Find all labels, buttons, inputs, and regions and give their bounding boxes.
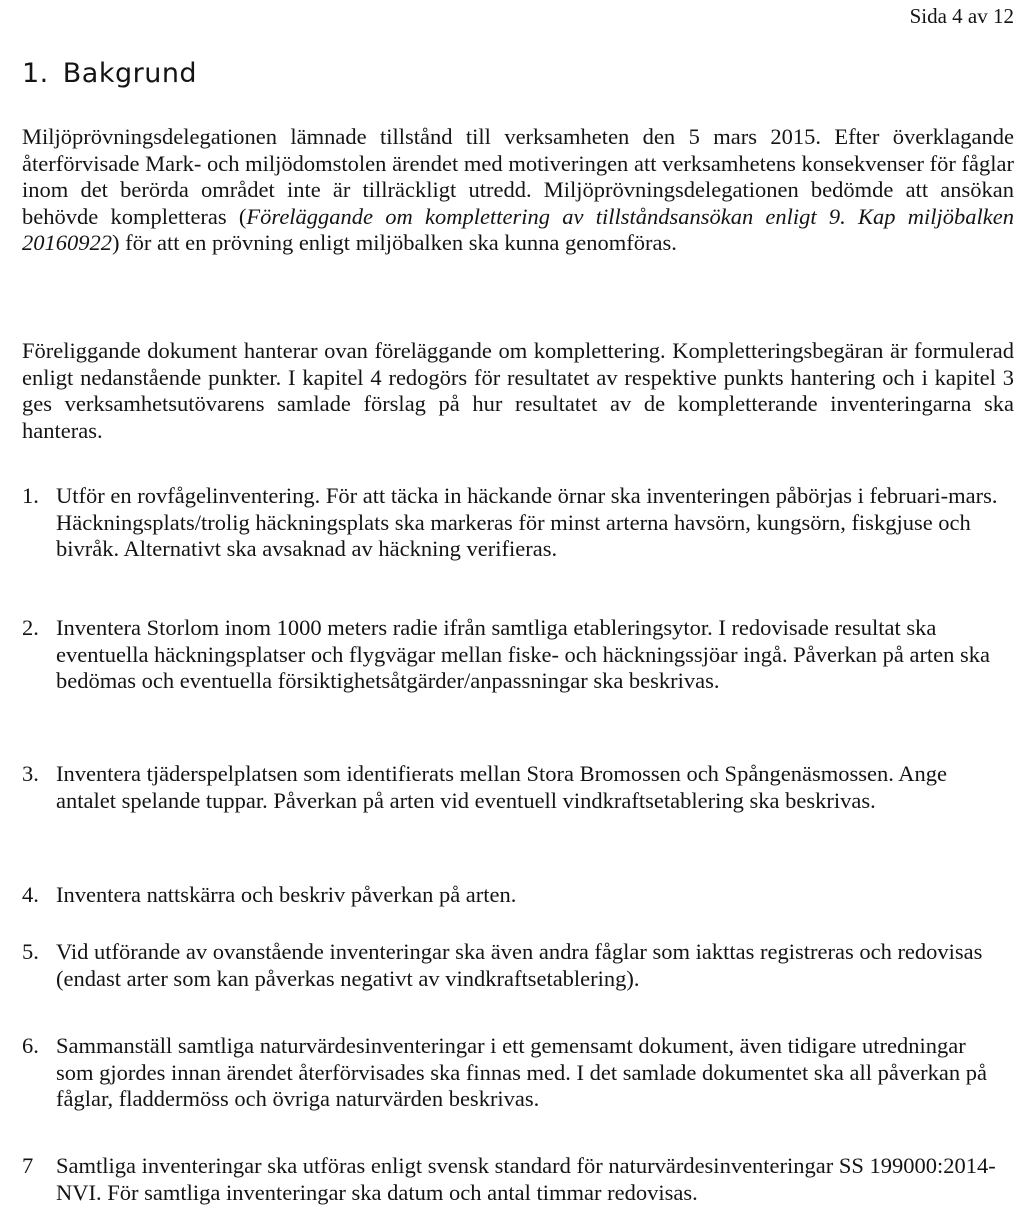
list-item (0, 939, 1024, 992)
list-item-text: Utför en rovfågelinventering. För att täcka in häckande örnar ska inventeringen påbörjas i februari-mars. Häckningsplats/trolig häckningsplats ska markeras för minst arterna havsörn, kungsörn, fiskgjuse och bivråk. Alternativt ska avsaknad av häckning verifieras. (56, 483, 998, 561)
paragraph-citation: Föreläggande om komplettering av tillståndsansökan enligt 9. Kap miljöbalken 20160922 (22, 203, 1014, 255)
list-item (0, 1033, 1024, 1113)
list-item-number: 1. (22, 483, 39, 508)
list-item-number: 5. (22, 939, 39, 964)
list-item (0, 615, 1024, 695)
section-number: 1. (22, 58, 49, 89)
paragraph-text-end: ) för att en prövning enligt miljöbalken ska kunna genomföras. (112, 230, 677, 255)
list-item-text: Inventera nattskärra och beskriv påverkan på arten. (56, 882, 517, 907)
list-item (0, 1153, 1024, 1206)
list-item-text: Sammanställ samtliga naturvärdesinventeringar i ett gemensamt dokument, även tidigare utredningar som gjordes innan ärendet återförvisades ska finnas med. I det samlade dokumentet ska all påverkan på fåglar, fladdermöss och övriga naturvärden beskrivas. (56, 1033, 987, 1111)
list-item-number: 7 (22, 1153, 34, 1178)
paragraph-text-start: Miljöprövningsdelegationen lämnade tillstånd till verksamheten den 5 mars 2015. Efter överklagande återförvisade Mark- och miljödomstolen ärendet med motiveringen att verksamhetens konsekvenser för fåglar inom det berörda området inte är tillräckligt utredd. Miljöprövningsdelegationen bedömde att ansökan behövde kompletteras ( (22, 124, 1014, 229)
list-item (0, 882, 538, 909)
list-item (0, 483, 1024, 563)
background-paragraph (22, 124, 1014, 257)
list-item-number: 2. (22, 615, 39, 640)
section-title: Bakgrund (62, 58, 198, 89)
list-item-text: Vid utförande av ovanstående inventeringar ska även andra fåglar som iakttas registreras och redovisas (endast arter som kan påverkas negativt av vindkraftsetablering). (56, 939, 983, 991)
page-number: Sida 4 av 12 (909, 4, 1014, 28)
scope-paragraph: Föreliggande dokument hanterar ovan föreläggande om komplettering. Kompletteringsbegäran är formulerad enligt nedanstående punkter. I kapitel 4 redogörs för resultatet av respektive punkts hantering och i kapitel 3 ges verksamhetsutövarens samlade förslag på hur resultatet av de kompletterande inventeringarna ska hanteras. (22, 338, 1014, 443)
list-item-number: 6. (22, 1033, 39, 1058)
list-item-text: Inventera tjäderspelplatsen som identifierats mellan Stora Bromossen och Spångenäsmossen. Ange antalet spelande tuppar. Påverkan på arten vid eventuell vindkraftsetablering ska beskrivas. (56, 761, 948, 813)
section-heading (22, 58, 197, 89)
list-item-text: Samtliga inventeringar ska utföras enligt svensk standard för naturvärdesinventeringar SS 199000:2014-NVI. För samtliga inventeringar ska datum och antal timmar redovisas. (56, 1153, 996, 1205)
list-item-text: Inventera Storlom inom 1000 meters radie ifrån samtliga etableringsytor. I redovisade resultat ska eventuella häckningsplatser och flygvägar mellan fiske- och häckningssjöar ingå. Påverkan på arten ska bedömas och eventuella försiktighetsåtgärder/anpassningar ska beskrivas. (56, 615, 991, 693)
list-item (0, 761, 1024, 814)
list-item-number: 3. (22, 761, 39, 786)
list-item-number: 4. (22, 882, 39, 907)
